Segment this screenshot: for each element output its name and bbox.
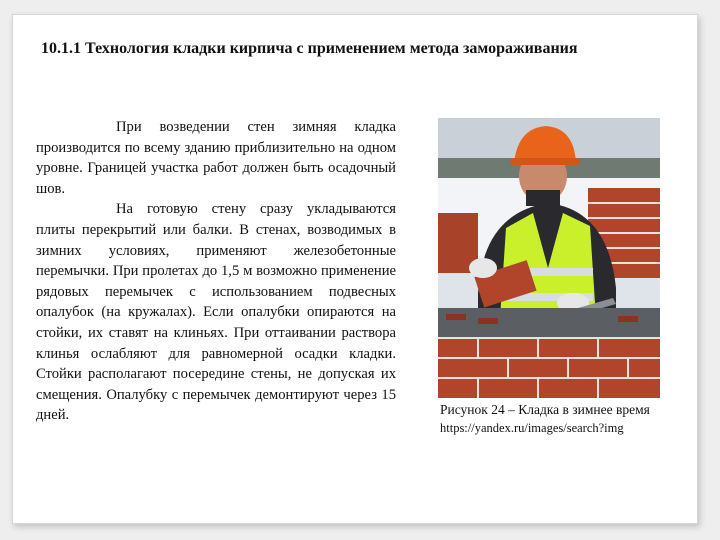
figure-source: https://yandex.ru/images/search?img bbox=[440, 421, 624, 435]
figure-caption: Рисунок 24 – Кладка в зимнее время bbox=[440, 402, 650, 417]
slide bbox=[12, 14, 698, 524]
bricklayer-photo bbox=[438, 118, 660, 398]
paragraph-1: При возведении стен зимняя кладка производится по всему зданию приблизительно на одном уровне. Границей участка работ должен быть осадочный шов. bbox=[36, 119, 396, 197]
slide-title: 10.1.1 Технология кладки кирпича с применением метода замораживания bbox=[41, 40, 578, 57]
paragraph-2: На готовую стену сразу укладываются плиты перекрытий или балки. В стенах, возводимых в зимних условиях, применяют железобетонные перемычки. При пролетах до 1,5 м возможно применение рядовых перемычек с использованием подвесных опалубок (на кружалах). Если опалубки опираются на стойки, их ставят на клиньях. При оттаивании раствора клинья ослабляют для равномерной осадки кладки. Стойки располагают посередине стены, не допуская их смещения. Опалубку с перемычек демонтируют через 15 дней. bbox=[36, 201, 396, 424]
body-text bbox=[36, 117, 396, 426]
